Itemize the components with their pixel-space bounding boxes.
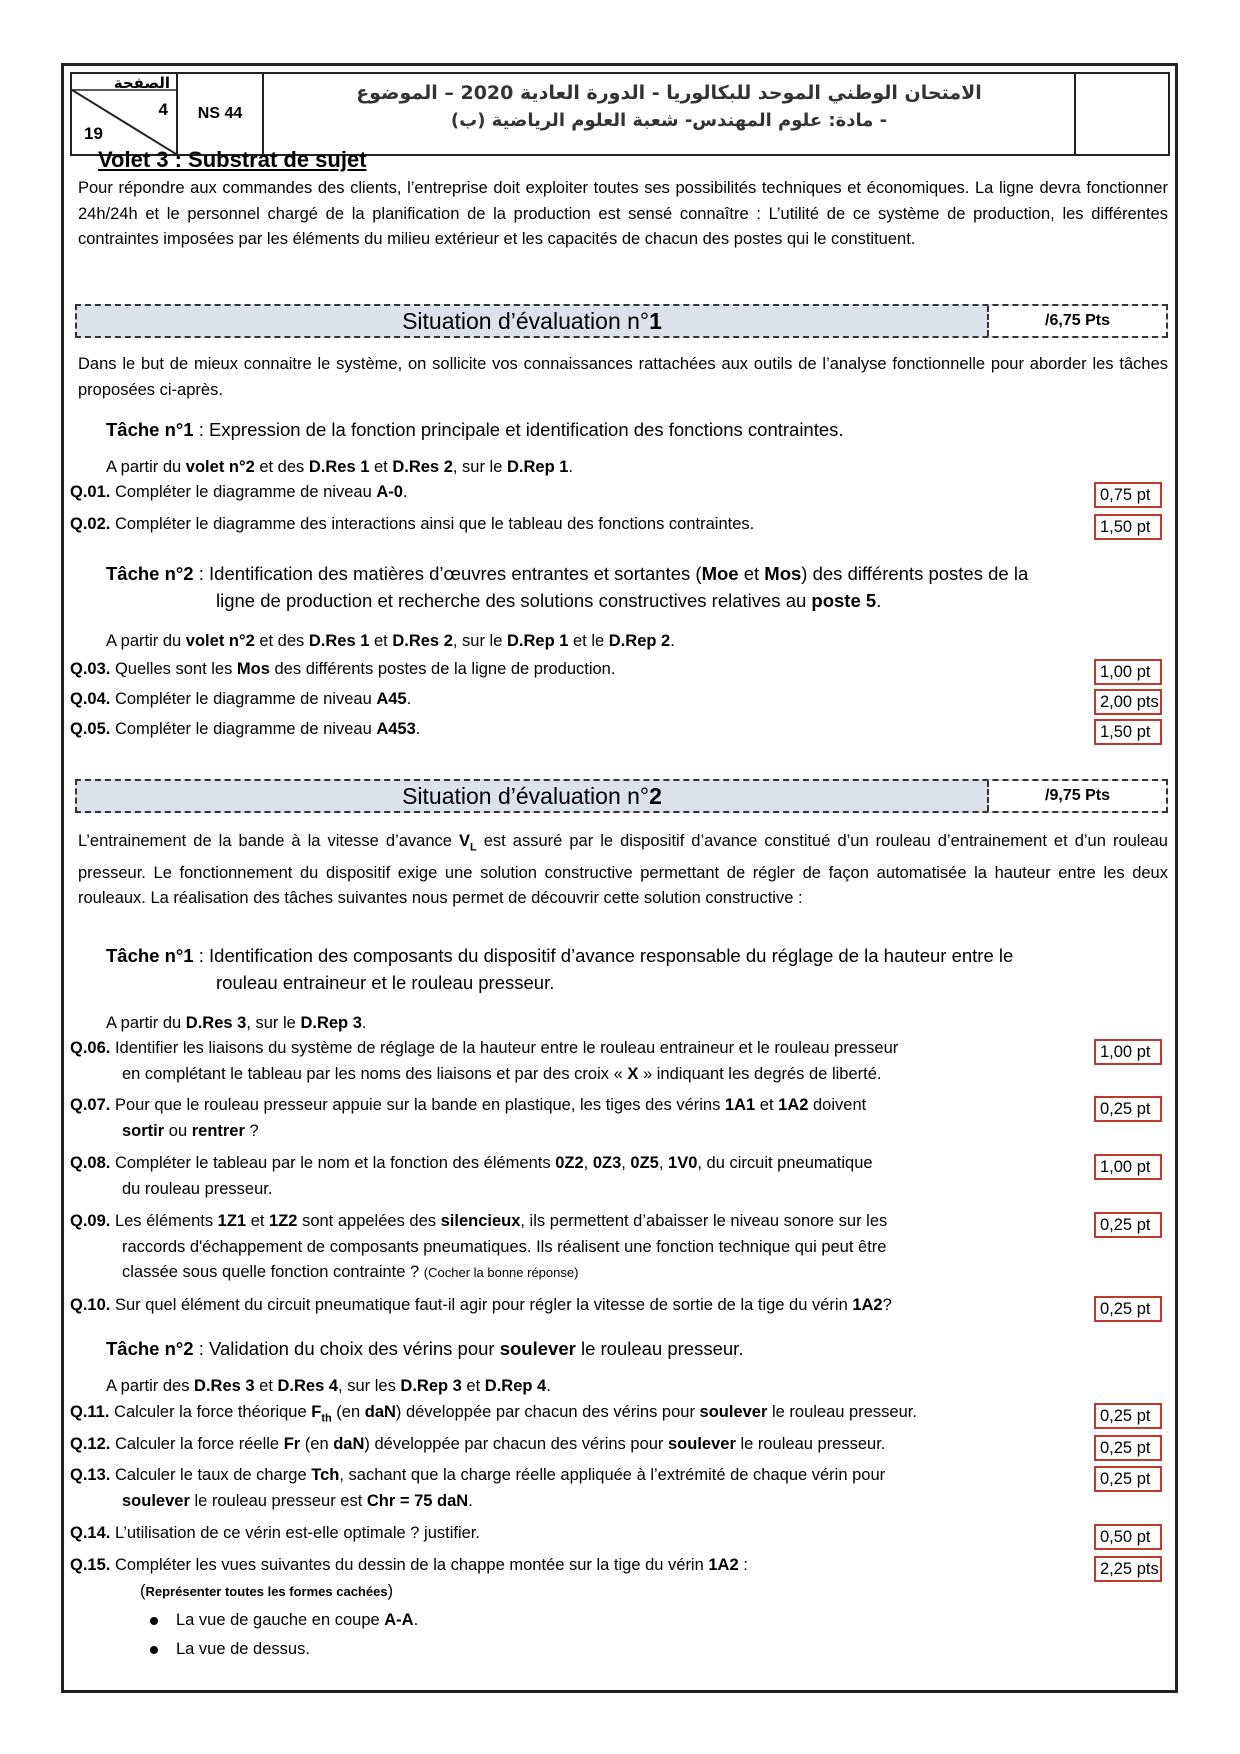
question-q12: Q.12. Calculer la force réelle Fr (en daN) développée par chacun des vérins pour soulever le rouleau presseur.	[70, 1435, 886, 1453]
question-q07: Q.07. Pour que le rouleau presseur appuie sur la bande en plastique, les tiges des vérins 1A1 et 1A2 doivent sortir ou rentrer ?	[70, 1096, 867, 1140]
question-q03: Q.03. Quelles sont les Mos des différents postes de la ligne de production.	[70, 660, 616, 678]
intro-paragraph: Pour répondre aux commandes des clients, l’entreprise doit exploiter toutes ses possibilités techniques et économiques. La ligne devra fonctionner 24h/24h et le personnel chargé de la planification de la production est sensé connaître : L’utilité de ce système de production, les différentes contraintes imposées par les éléments du milieu extérieur et les capacités de chacun des postes qui le constituent.	[78, 179, 1168, 248]
question-q04: Q.04. Compléter le diagramme de niveau A45.	[70, 690, 412, 708]
exam-title-line2: - مادة: علوم المهندس- شعبة العلوم الرياضية (ب)	[450, 110, 888, 131]
points-q09: 0,25 pt	[1094, 1212, 1162, 1238]
bullet-item: La vue de gauche en coupe A-A.	[150, 1611, 418, 1630]
points-q15: 2,25 pts	[1094, 1556, 1162, 1582]
s2-task-1-ref: A partir du D.Res 3, sur le D.Rep 3.	[106, 1014, 367, 1032]
points-q06: 1,00 pt	[1094, 1039, 1162, 1065]
points-q14: 0,50 pt	[1094, 1524, 1162, 1550]
bullet-item: La vue de dessus.	[150, 1640, 310, 1659]
s2-task-2: Tâche n°2 : Validation du choix des vérins pour soulever le rouleau presseur.	[106, 1338, 744, 1359]
situation-2-title: Situation d’évaluation n°2	[402, 783, 662, 809]
s1-task-1-ref: A partir du volet n°2 et des D.Res 1 et D.Res 2, sur le D.Rep 1.	[106, 458, 574, 476]
question-q01: Q.01. Compléter le diagramme de niveau A-0.	[70, 483, 408, 501]
points-q11: 0,25 pt	[1094, 1403, 1162, 1429]
volet-title: Volet 3 : Substrat de sujet	[98, 147, 367, 172]
question-q09: Q.09. Les éléments 1Z1 et 1Z2 sont appelées des silencieux, ils permettent d’abaisser le niveau sonore sur les raccords d'échappement de composants pneumatiques. Ils réalisent une fonction technique qui peut être classée sous quelle fonction contrainte ? (Cocher la bonne réponse)	[70, 1212, 888, 1281]
points-q01: 0,75 pt	[1094, 482, 1162, 508]
question-q13: Q.13. Calculer le taux de charge Tch, sachant que la charge réelle appliquée à l’extrémité de chaque vérin pour soulever le rouleau presseur est Chr = 75 daN.	[70, 1466, 886, 1510]
page-number: 4	[158, 100, 168, 119]
points-q03: 1,00 pt	[1094, 659, 1162, 685]
total-pages: 19	[84, 124, 103, 143]
question-q06: Q.06. Identifier les liaisons du système de réglage de la hauteur entre le rouleau entraineur et le rouleau presseur en complétant le tableau par les noms des liaisons et par des croix « X » indiquant les degrés de liberté.	[70, 1039, 899, 1083]
situation-1-title: Situation d’évaluation n°1	[402, 308, 662, 334]
exam-code: NS 44	[178, 74, 264, 154]
s1-task-1: Tâche n°1 : Expression de la fonction principale et identification des fonctions contraintes.	[106, 419, 844, 440]
points-q04: 2,00 pts	[1094, 689, 1162, 715]
s2-task-1: Tâche n°1 : Identification des composants du dispositif d’avance responsable du réglage de la hauteur entre le rouleau entraineur et le rouleau presseur.	[106, 945, 1014, 993]
page-frame	[61, 63, 1178, 1693]
s2-task-2-ref: A partir des D.Res 3 et D.Res 4, sur les D.Rep 3 et D.Rep 4.	[106, 1377, 551, 1395]
situation-1-intro: Dans le but de mieux connaitre le système, on sollicite vos connaissances rattachées aux outils de l’analyse fonctionnelle pour aborder les tâches proposées ci-après.	[78, 355, 1168, 399]
s1-task-2-ref: A partir du volet n°2 et des D.Res 1 et D.Res 2, sur le D.Rep 1 et le D.Rep 2.	[106, 632, 675, 650]
points-q13: 0,25 pt	[1094, 1466, 1162, 1492]
exam-title-line1: الامتحان الوطني الموحد للبكالوريا - الدورة العادية 2020 – الموضوع	[356, 82, 982, 104]
page-number-box	[72, 74, 178, 154]
exam-title	[264, 74, 1076, 154]
situation-1-points: /6,75 Pts	[989, 306, 1166, 336]
s1-task-2: Tâche n°2 : Identification des matières d’œuvres entrantes et sortantes (Moe et Mos) des différents postes de la ligne de production et recherche des solutions constructives relatives au poste 5.	[106, 563, 1029, 611]
situation-2-points: /9,75 Pts	[989, 781, 1166, 811]
bullet-icon	[150, 1646, 158, 1654]
question-q10: Q.10. Sur quel élément du circuit pneumatique faut-il agir pour régler la vitesse de sortie de la tige du vérin 1A2?	[70, 1296, 892, 1314]
points-q10: 0,25 pt	[1094, 1296, 1162, 1322]
page-label: الصفحة	[113, 74, 170, 92]
situation-2-banner	[75, 779, 1168, 813]
question-q11: Q.11. Calculer la force théorique $F_{th}$ (en daN) développée par chacun des vérins pour soulever le rouleau presseur.	[70, 1403, 917, 1425]
situation-2-intro: L’entrainement de la bande à la vitesse d’avance $V_L$ est assuré par le dispositif d’avance constitué d’un rouleau d’entrainement et d’un rouleau presseur. Le fonctionnement du dispositif exige une solution constructive permettant de régler de façon automatisée la hauteur entre les deux rouleaux. La réalisation des tâches suivantes nous permet de découvrir cette solution constructive :	[78, 832, 1168, 908]
question-q05: Q.05. Compléter le diagramme de niveau A453.	[70, 720, 421, 738]
situation-1-banner	[75, 304, 1168, 338]
bullet-icon	[150, 1617, 158, 1625]
points-q02: 1,50 pt	[1094, 514, 1162, 540]
question-q02: Q.02. Compléter le diagramme des interactions ainsi que le tableau des fonctions contraintes.	[70, 515, 755, 533]
points-q07: 0,25 pt	[1094, 1096, 1162, 1122]
points-q08: 1,00 pt	[1094, 1154, 1162, 1180]
exam-header	[70, 72, 1170, 156]
question-q08: Q.08. Compléter le tableau par le nom et la fonction des éléments 0Z2, 0Z3, 0Z5, 1V0, du circuit pneumatique du rouleau presseur.	[70, 1154, 873, 1198]
question-q14: Q.14. L’utilisation de ce vérin est-elle optimale ? justifier.	[70, 1524, 480, 1542]
question-q15: Q.15. Compléter les vues suivantes du dessin de la chappe montée sur la tige du vérin 1A2 : (Représenter toutes les formes cachées)	[70, 1556, 748, 1600]
points-q05: 1,50 pt	[1094, 719, 1162, 745]
points-q12: 0,25 pt	[1094, 1435, 1162, 1461]
